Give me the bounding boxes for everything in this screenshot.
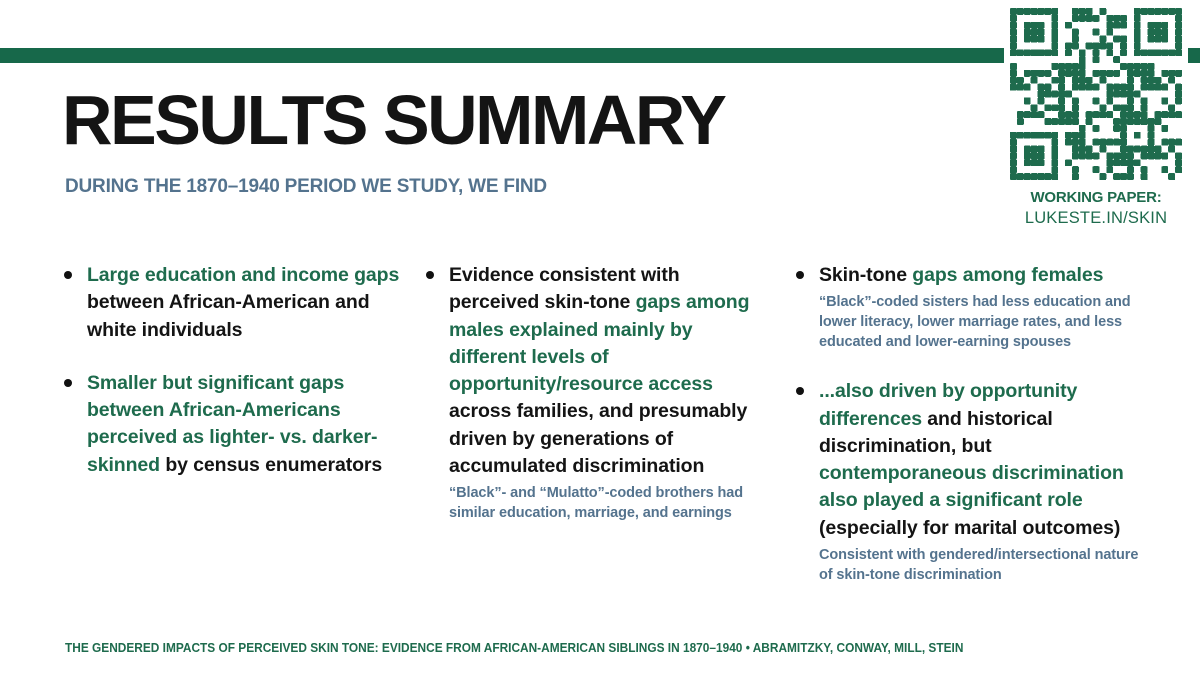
bullet-dot-icon xyxy=(64,379,72,387)
bullet-dot-icon xyxy=(796,271,804,279)
column-3 xyxy=(796,262,1148,611)
column-1 xyxy=(64,262,402,611)
working-paper-url: LUKESTE.IN/SKIN xyxy=(1024,209,1168,227)
footer-citation: THE GENDERED IMPACTS OF PERCEIVED SKIN TONE: EVIDENCE FROM AFRICAN-AMERICAN SIBLINGS IN 1870–1940 • ABRAMITZKY, CONWAY, MILL, STEIN xyxy=(65,641,964,655)
bullet-text: Skin-tone gaps among females xyxy=(819,264,1104,286)
bullet-text: Smaller but significant gaps between African-Americans perceived as lighter- vs. darker-skinned by census enumerators xyxy=(87,371,383,476)
bullet-item xyxy=(796,262,1148,352)
bullet-item xyxy=(426,262,772,523)
bullet-text: Large education and income gaps between African-American and white individuals xyxy=(87,264,400,341)
bullet-text: Evidence consistent with perceived skin-tone gaps among males explained mainly by different levels of opportunity/resource access across families, and presumably driven by generations of accumulated discrimination xyxy=(449,264,750,478)
page-subtitle: DURING THE 1870–1940 PERIOD WE STUDY, WE FIND xyxy=(65,176,547,197)
bullet-dot-icon xyxy=(796,387,804,395)
qr-code-icon xyxy=(1010,8,1182,180)
bullet-note: “Black”-coded sisters had less education and lower literacy, lower marriage rates, and less educated and lower-earning spouses xyxy=(819,294,1131,351)
column-2 xyxy=(426,262,772,611)
bullet-text: ...also driven by opportunity differences and historical discrimination, but contemporaneous discrimination also played a significant role (especially for marital outcomes) xyxy=(819,380,1124,539)
bullet-dot-icon xyxy=(426,271,434,279)
bullet-note: “Black”- and “Mulatto”-coded brothers had similar education, marriage, and earnings xyxy=(449,485,743,522)
working-paper-panel xyxy=(1004,0,1188,254)
working-paper-label: WORKING PAPER: xyxy=(1030,189,1162,206)
bullet-item xyxy=(64,262,402,344)
bullet-note: Consistent with gendered/intersectional nature of skin-tone discrimination xyxy=(819,547,1139,584)
page-title: RESULTS SUMMARY xyxy=(62,81,725,159)
bullet-item xyxy=(64,370,402,479)
results-columns xyxy=(64,262,1148,611)
bullet-dot-icon xyxy=(64,271,72,279)
bullet-item xyxy=(796,378,1148,585)
